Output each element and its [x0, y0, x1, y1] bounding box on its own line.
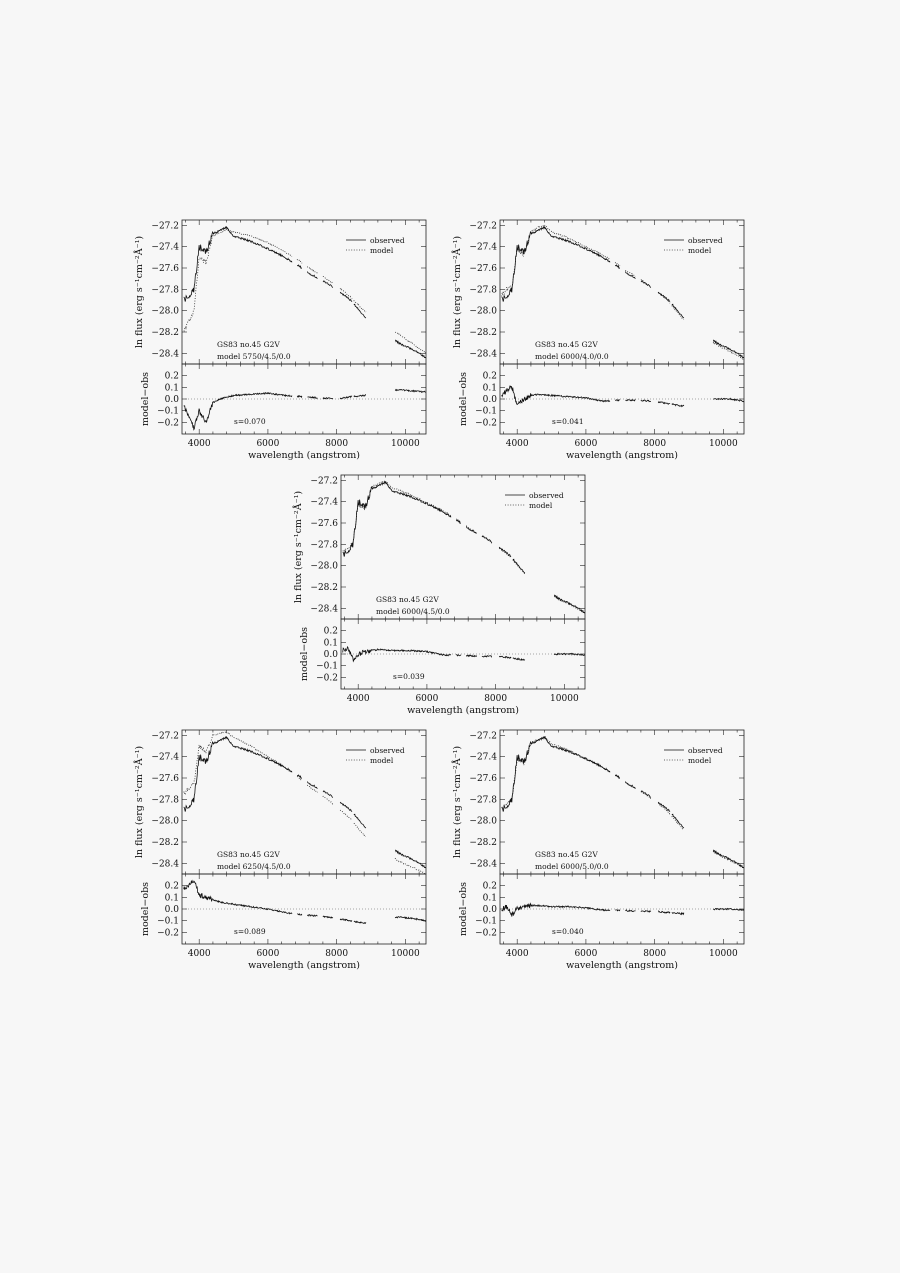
x-tick-label: 10000 [709, 949, 738, 959]
series-line-residual [502, 386, 744, 407]
star-annotation: GS83 no.45 G2V [217, 340, 280, 349]
x-tick-label: 10000 [391, 949, 420, 959]
rms-annotation: s=0.070 [234, 417, 266, 426]
y-tick-label: −0.2 [475, 928, 497, 939]
y-tick-label: −0.2 [157, 928, 179, 939]
x-tick-label: 8000 [484, 694, 508, 704]
x-tick-label: 4000 [346, 694, 370, 704]
y-tick-label: −0.1 [475, 406, 497, 417]
y-tick-label: −0.1 [475, 916, 497, 927]
model-annotation: model 5750/4.5/0.0 [217, 352, 291, 361]
x-tick-label: 10000 [709, 439, 738, 449]
x-tick-label: 4000 [187, 949, 211, 959]
y-tick-label: 0.1 [482, 383, 497, 394]
y-tick-label: 0.0 [164, 395, 179, 405]
y-tick-label: −27.6 [151, 774, 179, 784]
y-tick-label: −0.1 [157, 406, 179, 417]
y-tick-label: −27.4 [469, 752, 497, 763]
y-axis-label-bottom: model−obs [458, 881, 469, 937]
y-tick-label: −28.4 [469, 859, 497, 870]
rms-annotation: s=0.041 [552, 417, 584, 426]
x-tick-label: 6000 [256, 949, 280, 959]
y-tick-label: −28.2 [151, 328, 179, 338]
x-tick-label: 10000 [550, 694, 579, 704]
legend-model-label: model [370, 756, 394, 765]
y-tick-label: −27.8 [469, 795, 497, 806]
x-tick-label: 6000 [415, 694, 439, 704]
star-annotation: GS83 no.45 G2V [376, 595, 439, 604]
y-tick-label: −28.2 [151, 838, 179, 848]
y-tick-label: −28.0 [310, 561, 338, 572]
y-tick-label: −27.8 [310, 540, 338, 551]
x-axis-label: wavelength (angstrom) [566, 960, 678, 971]
y-tick-label: −27.6 [151, 264, 179, 274]
rms-annotation: s=0.039 [393, 672, 425, 681]
y-axis-label-bottom: model−obs [140, 371, 151, 427]
y-tick-label: −28.4 [151, 859, 179, 870]
y-tick-label: −27.2 [151, 731, 179, 742]
y-tick-label: −28.2 [469, 838, 497, 848]
legend-model-label: model [688, 756, 712, 765]
y-tick-label: 0.1 [482, 893, 497, 904]
y-tick-label: −0.2 [475, 418, 497, 429]
y-tick-label: −27.6 [310, 519, 338, 529]
x-tick-label: 8000 [325, 439, 349, 449]
y-axis-label-bottom: model−obs [299, 626, 310, 682]
y-axis-label-top: ln flux (erg s⁻¹cm⁻²Å⁻¹) [452, 235, 463, 349]
x-tick-label: 6000 [256, 439, 280, 449]
y-tick-label: −27.4 [151, 242, 179, 253]
spectrum-panel-3 [287, 467, 597, 717]
y-tick-label: −27.2 [469, 731, 497, 742]
y-tick-label: −28.2 [310, 583, 338, 593]
y-tick-label: −27.2 [310, 476, 338, 487]
x-tick-label: 6000 [574, 949, 598, 959]
y-tick-label: 0.2 [164, 881, 179, 892]
y-tick-label: −28.2 [469, 328, 497, 338]
y-tick-label: 0.2 [482, 371, 497, 382]
y-tick-label: 0.0 [323, 650, 338, 660]
y-tick-label: 0.1 [323, 638, 338, 649]
x-axis-label: wavelength (angstrom) [407, 705, 519, 716]
star-annotation: GS83 no.45 G2V [535, 340, 598, 349]
y-tick-label: −27.6 [469, 264, 497, 274]
x-tick-label: 4000 [505, 439, 529, 449]
y-tick-label: −0.1 [316, 661, 338, 672]
y-tick-label: −28.0 [151, 816, 179, 827]
legend-model-label: model [529, 501, 553, 510]
series-line-residual [502, 904, 744, 917]
star-annotation: GS83 no.45 G2V [217, 850, 280, 859]
y-tick-label: −27.4 [151, 752, 179, 763]
y-tick-label: −0.2 [316, 673, 338, 684]
y-tick-label: −27.2 [151, 221, 179, 232]
y-tick-label: −28.4 [151, 349, 179, 360]
x-tick-label: 8000 [643, 949, 667, 959]
y-tick-label: 0.2 [323, 626, 338, 637]
y-tick-label: 0.1 [164, 383, 179, 394]
x-tick-label: 4000 [505, 949, 529, 959]
x-tick-label: 8000 [643, 439, 667, 449]
legend-observed-label: observed [370, 746, 405, 755]
model-annotation: model 6000/5.0/0.0 [535, 862, 609, 871]
y-axis-label-bottom: model−obs [458, 371, 469, 427]
y-tick-label: −28.0 [469, 816, 497, 827]
y-tick-label: −27.4 [469, 242, 497, 253]
y-tick-label: −28.0 [151, 306, 179, 317]
series-line-residual [184, 389, 426, 429]
rms-annotation: s=0.089 [234, 927, 266, 936]
x-axis-label: wavelength (angstrom) [248, 960, 360, 971]
legend-model-label: model [370, 246, 394, 255]
y-axis-label-bottom: model−obs [140, 881, 151, 937]
y-tick-label: 0.0 [482, 395, 497, 405]
x-tick-label: 8000 [325, 949, 349, 959]
model-annotation: model 6250/4.5/0.0 [217, 862, 291, 871]
series-line-residual [184, 881, 426, 924]
y-axis-label-top: ln flux (erg s⁻¹cm⁻²Å⁻¹) [293, 490, 304, 604]
y-axis-label-top: ln flux (erg s⁻¹cm⁻²Å⁻¹) [452, 745, 463, 859]
x-axis-label: wavelength (angstrom) [248, 450, 360, 461]
y-tick-label: 0.0 [482, 905, 497, 915]
x-tick-label: 4000 [187, 439, 211, 449]
y-tick-label: 0.1 [164, 893, 179, 904]
y-tick-label: 0.0 [164, 905, 179, 915]
y-tick-label: −28.4 [469, 349, 497, 360]
legend-model-label: model [688, 246, 712, 255]
model-annotation: model 6000/4.0/0.0 [535, 352, 609, 361]
y-tick-label: −0.1 [157, 916, 179, 927]
y-tick-label: −0.2 [157, 418, 179, 429]
star-annotation: GS83 no.45 G2V [535, 850, 598, 859]
y-tick-label: −28.4 [310, 604, 338, 615]
y-tick-label: −27.8 [151, 795, 179, 806]
y-tick-label: −27.6 [469, 774, 497, 784]
y-tick-label: −27.8 [469, 285, 497, 296]
legend-observed-label: observed [688, 746, 723, 755]
legend-observed-label: observed [529, 491, 564, 500]
y-tick-label: −27.2 [469, 221, 497, 232]
spectrum-panel-2 [446, 212, 756, 462]
x-tick-label: 10000 [391, 439, 420, 449]
model-annotation: model 6000/4.5/0.0 [376, 607, 450, 616]
y-tick-label: 0.2 [164, 371, 179, 382]
y-tick-label: −27.8 [151, 285, 179, 296]
x-tick-label: 6000 [574, 439, 598, 449]
y-axis-label-top: ln flux (erg s⁻¹cm⁻²Å⁻¹) [134, 235, 145, 349]
spectrum-panel-5 [446, 722, 756, 972]
legend-observed-label: observed [688, 236, 723, 245]
spectrum-panel-1 [128, 212, 438, 462]
y-tick-label: −27.4 [310, 497, 338, 508]
y-tick-label: −28.0 [469, 306, 497, 317]
y-tick-label: 0.2 [482, 881, 497, 892]
rms-annotation: s=0.040 [552, 927, 584, 936]
spectrum-panel-4 [128, 722, 438, 972]
legend-observed-label: observed [370, 236, 405, 245]
y-axis-label-top: ln flux (erg s⁻¹cm⁻²Å⁻¹) [134, 745, 145, 859]
x-axis-label: wavelength (angstrom) [566, 450, 678, 461]
